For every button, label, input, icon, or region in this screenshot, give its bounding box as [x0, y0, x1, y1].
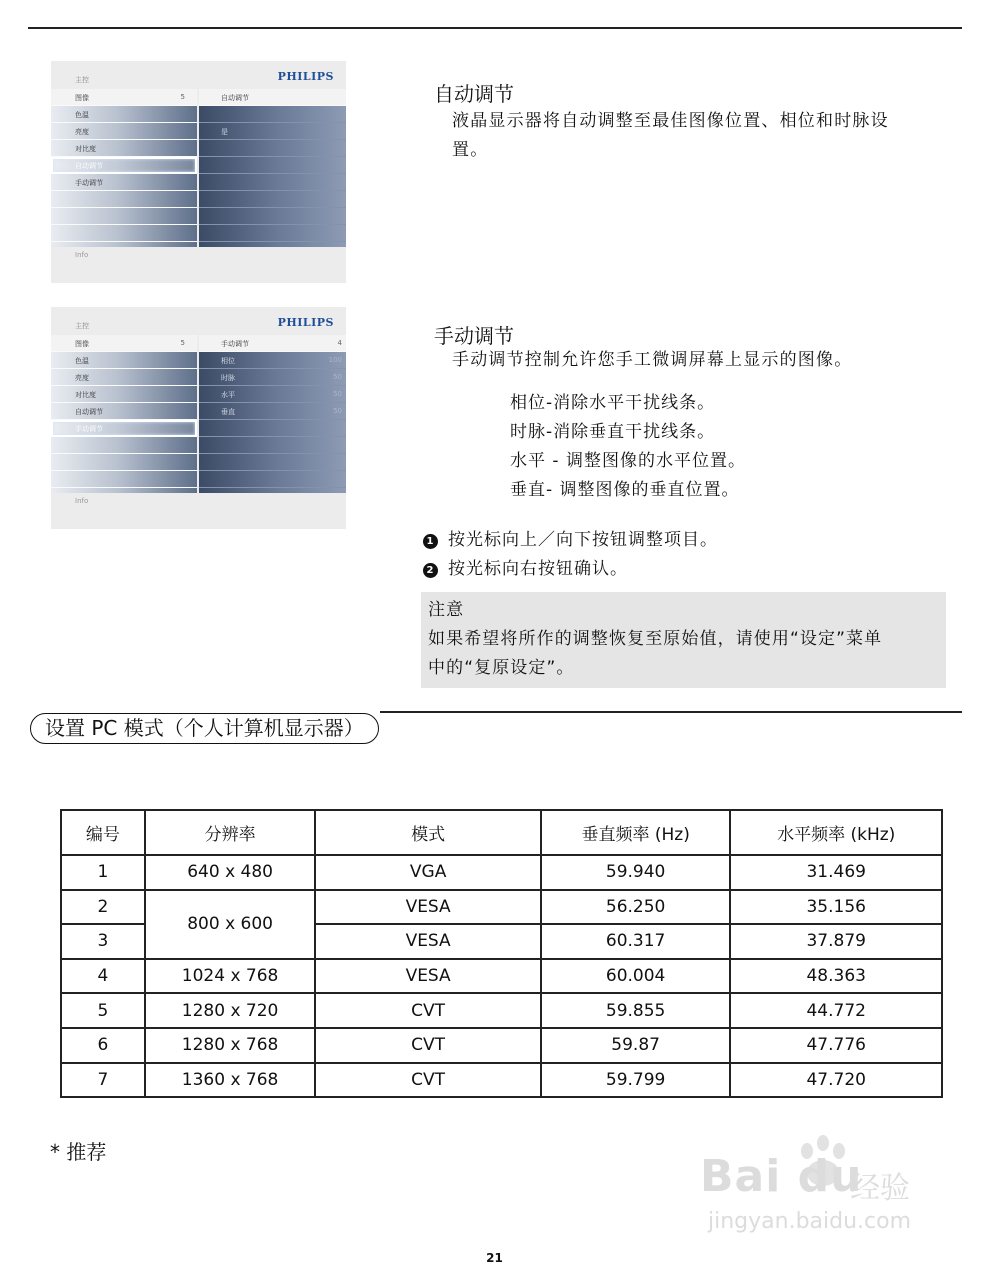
cell-vfreq: 56.250: [541, 890, 731, 925]
cell-resolution: 800 x 600: [145, 890, 316, 959]
watermark-logo: Bai du: [700, 1151, 863, 1202]
osd-left-header: [51, 89, 197, 106]
osd-menu-item-selected[interactable]: 自动调节: [51, 157, 197, 174]
watermark-url: jingyan.baidu.com: [708, 1209, 912, 1234]
cell-no: 3: [61, 924, 145, 959]
osd-submenu-empty-row: [199, 157, 346, 174]
step-2-text: 按光标向右按钮确认。: [448, 559, 628, 579]
table-row: [61, 890, 942, 925]
cell-hfreq: 47.720: [730, 1063, 942, 1098]
cell-mode: VESA: [315, 959, 540, 994]
manual-adjust-description: 手动调节控制允许您手工微调屏幕上显示的图像。: [452, 350, 853, 370]
auto-adjust-line-1: 液晶显示器将自动调整至最佳图像位置、相位和时脉设: [452, 111, 889, 131]
table-row: [61, 959, 942, 994]
osd-submenu-empty-row: [199, 437, 346, 454]
cell-hfreq: 35.156: [730, 890, 942, 925]
osd-submenu-empty-row: [199, 454, 346, 471]
column-header: 分辨率: [145, 810, 316, 855]
watermark-jingyan: 经验: [850, 1171, 910, 1206]
osd-breadcrumb: 主控: [75, 76, 89, 84]
osd-left-header-label: 图像: [75, 340, 89, 348]
osd-columns: [51, 335, 346, 493]
osd-menu-empty-row: [51, 471, 197, 488]
column-header: 编号: [61, 810, 145, 855]
cell-mode: CVT: [315, 1063, 540, 1098]
osd-menu-empty-row: [51, 191, 197, 208]
osd-menu-item[interactable]: 对比度: [51, 386, 197, 403]
table-row: [61, 1063, 942, 1098]
osd-submenu-item-phase[interactable]: 相位 100: [199, 352, 346, 369]
cell-mode: CVT: [315, 993, 540, 1028]
manual-item-phase: 相位-消除水平干扰线条。: [510, 393, 716, 413]
top-rule: [28, 27, 962, 29]
cell-vfreq: 59.940: [541, 855, 731, 890]
cell-resolution: 1280 x 768: [145, 1028, 316, 1063]
osd-menu-empty-row: [51, 454, 197, 471]
step-1-text: 按光标向上／向下按钮调整项目。: [448, 530, 718, 550]
osd-submenu-empty-row: [199, 140, 346, 157]
note-line-2: 中的“复原设定”。: [428, 658, 575, 678]
cell-no: 2: [61, 890, 145, 925]
cell-no: 1: [61, 855, 145, 890]
cell-no: 4: [61, 959, 145, 994]
cell-hfreq: 47.776: [730, 1028, 942, 1063]
osd-menu-empty-row: [51, 208, 197, 225]
osd-header: [51, 307, 346, 335]
osd-submenu-item-horizontal[interactable]: 水平 50: [199, 386, 346, 403]
cell-no: 6: [61, 1028, 145, 1063]
step-1: [423, 525, 718, 550]
cell-resolution: 1024 x 768: [145, 959, 316, 994]
osd-submenu-item-clock[interactable]: 时脉 50: [199, 369, 346, 386]
manual-item-clock: 时脉-消除垂直干扰线条。: [510, 422, 716, 442]
osd-menu-item[interactable]: 手动调节: [51, 174, 197, 191]
cell-hfreq: 37.879: [730, 924, 942, 959]
auto-adjust-heading: 自动调节: [434, 82, 514, 106]
osd-menu-item[interactable]: 对比度: [51, 140, 197, 157]
osd-menu-item[interactable]: 亮度: [51, 369, 197, 386]
step-number-1-icon: 1: [423, 534, 438, 549]
osd-submenu-empty-row: [199, 208, 346, 225]
pc-mode-table: [60, 809, 943, 1098]
osd-submenu-empty-row: [199, 471, 346, 488]
cell-no: 5: [61, 993, 145, 1028]
osd-left-column: [51, 335, 197, 493]
osd-right-column: [199, 335, 346, 493]
note-title: 注意: [428, 600, 465, 620]
table-header-row: [61, 810, 942, 855]
cell-mode: CVT: [315, 1028, 540, 1063]
osd-menu-item[interactable]: 色温: [51, 106, 197, 123]
column-header: 垂直频率 (Hz): [541, 810, 731, 855]
cell-hfreq: 31.469: [730, 855, 942, 890]
osd-submenu-empty-row: [199, 106, 346, 123]
cell-hfreq: 44.772: [730, 993, 942, 1028]
osd-menu-item[interactable]: 色温: [51, 352, 197, 369]
osd-menu-item[interactable]: 亮度: [51, 123, 197, 140]
osd-submenu-item-vertical[interactable]: 垂直 50: [199, 403, 346, 420]
philips-logo: PHILIPS: [277, 316, 334, 329]
cell-mode: VESA: [315, 890, 540, 925]
cell-vfreq: 59.87: [541, 1028, 731, 1063]
cell-resolution: 1360 x 768: [145, 1063, 316, 1098]
manual-adjust-heading: 手动调节: [434, 324, 514, 348]
osd-breadcrumb: 主控: [75, 322, 89, 330]
osd-right-header: [199, 335, 346, 352]
cell-vfreq: 59.799: [541, 1063, 731, 1098]
osd-right-header-value: 4: [337, 339, 342, 347]
note-line-1: 如果希望将所作的调整恢复至原始值，请使用“设定”菜单: [428, 629, 883, 649]
cell-vfreq: 60.317: [541, 924, 731, 959]
osd-right-column: [199, 89, 346, 247]
osd-submenu-empty-row: [199, 191, 346, 208]
osd-menu-empty-row: [51, 225, 197, 242]
page-number: 21: [486, 1251, 503, 1265]
osd-info-label: Info: [75, 251, 89, 259]
osd-submenu-empty-row: [199, 225, 346, 242]
manual-item-horizontal: 水平 - 调整图像的水平位置。: [510, 451, 746, 471]
osd-header: [51, 61, 346, 89]
osd-submenu-empty-row: [199, 420, 346, 437]
cell-vfreq: 59.855: [541, 993, 731, 1028]
baidu-jingyan-watermark: [700, 1133, 940, 1243]
step-number-2-icon: 2: [423, 563, 438, 578]
osd-left-column: [51, 89, 197, 247]
osd-right-header: [199, 89, 346, 106]
osd-menu-item[interactable]: 自动调节: [51, 403, 197, 420]
osd-columns: [51, 89, 346, 247]
column-header: 模式: [315, 810, 540, 855]
osd-left-header-value: 5: [180, 93, 185, 101]
osd-menu-empty-row: [51, 437, 197, 454]
cell-mode: VESA: [315, 924, 540, 959]
table-row: [61, 993, 942, 1028]
osd-submenu-empty-row: [199, 174, 346, 191]
cell-resolution: 640 x 480: [145, 855, 316, 890]
osd-menu-item-selected[interactable]: 手动调节: [51, 420, 197, 437]
osd-left-header: [51, 335, 197, 352]
section-rule: [380, 711, 962, 713]
cell-vfreq: 60.004: [541, 959, 731, 994]
cell-no: 7: [61, 1063, 145, 1098]
table-row: [61, 1028, 942, 1063]
note-box: [421, 592, 946, 688]
osd-left-header-value: 5: [180, 339, 185, 347]
osd-submenu-item[interactable]: 是: [199, 123, 346, 140]
table-row: [61, 855, 942, 890]
cell-resolution: 1280 x 720: [145, 993, 316, 1028]
step-2: [423, 554, 628, 579]
osd-left-header-label: 图像: [75, 94, 89, 102]
osd-manual-adjust-screenshot: [51, 307, 346, 529]
pc-mode-section-title: 设置 PC 模式（个人计算机显示器）: [30, 713, 379, 744]
column-header: 水平频率 (kHz): [730, 810, 942, 855]
philips-logo: PHILIPS: [277, 70, 334, 83]
cell-hfreq: 48.363: [730, 959, 942, 994]
osd-right-header-label: 手动调节: [221, 340, 249, 348]
cell-mode: VGA: [315, 855, 540, 890]
osd-auto-adjust-screenshot: [51, 61, 346, 283]
recommended-footnote: * 推荐: [50, 1140, 107, 1164]
osd-info-label: Info: [75, 497, 89, 505]
manual-item-vertical: 垂直- 调整图像的垂直位置。: [510, 480, 740, 500]
osd-right-header-label: 自动调节: [221, 94, 249, 102]
auto-adjust-line-2: 置。: [452, 140, 489, 160]
